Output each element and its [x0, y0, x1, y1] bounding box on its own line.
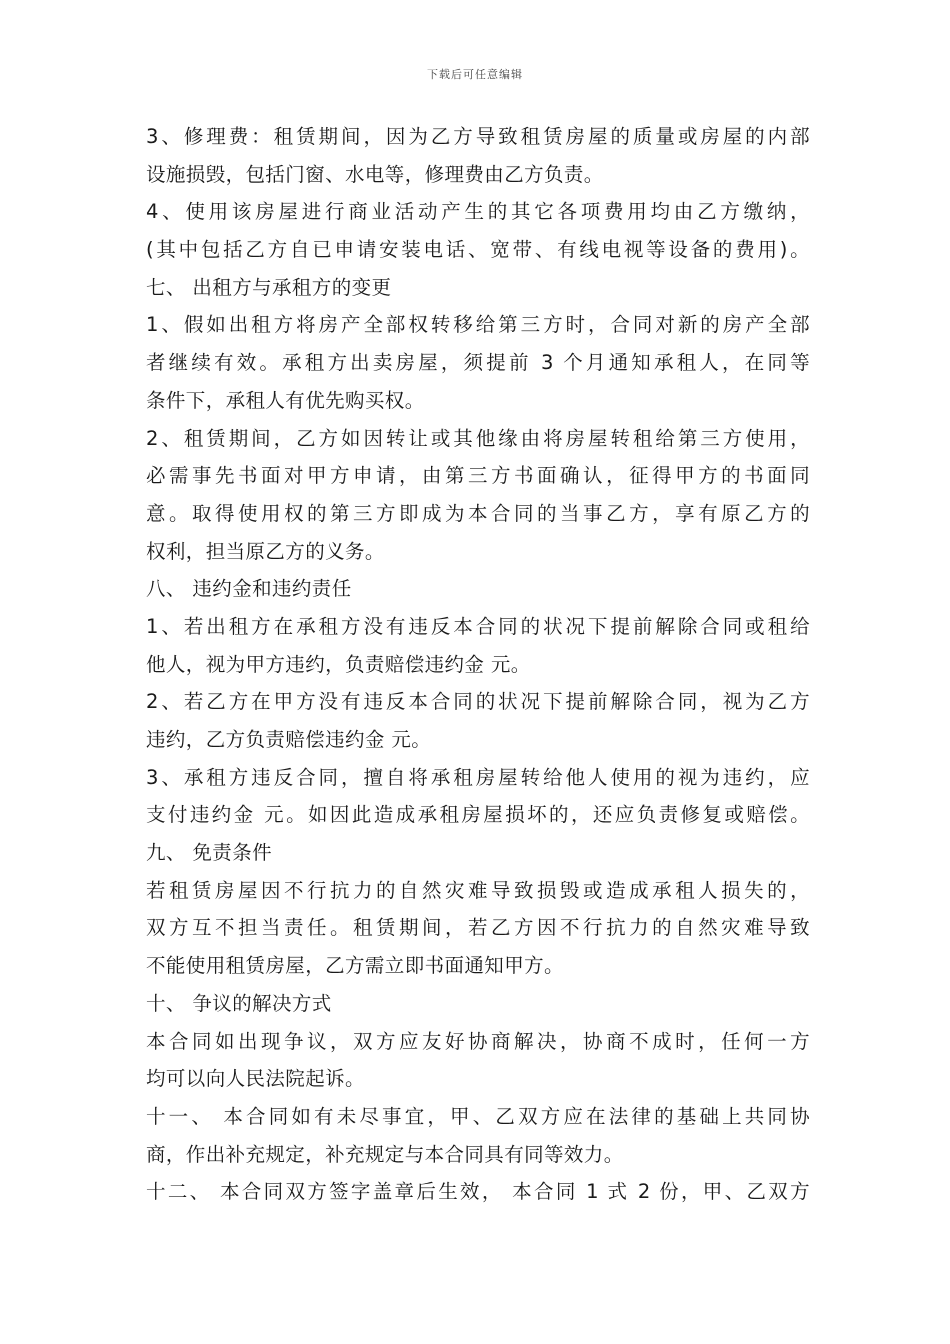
text-line: 权利，担当原乙方的义务。	[146, 539, 385, 563]
text-line: (其中包括乙方自已申请安装电话、宽带、有线电视等设备的费用)。	[146, 238, 810, 262]
text-line: 必需事先书面对甲方申请，由第三方书面确认，征得甲方的书面同	[146, 464, 810, 488]
text-line: 支付违约金 元。如因此造成承租房屋损坏的，还应负责修复或赔偿。	[146, 803, 810, 827]
text-line: 2、租赁期间，乙方如因转让或其他缘由将房屋转租给第三方使用，	[146, 426, 810, 450]
text-line: 者继续有效。承租方出卖房屋，须提前 3 个月通知承租人，在同等	[146, 351, 810, 375]
text-line: 本合同如出现争议，双方应友好协商解决，协商不成时，任何一方	[146, 1029, 810, 1053]
text-line: 条件下，承租人有优先购买权。	[146, 388, 425, 412]
text-line: 八、 违约金和违约责任	[146, 577, 352, 601]
text-line: 1、若出租方在承租方没有违反本合同的状况下提前解除合同或租给	[146, 614, 810, 638]
text-line: 3、承租方违反合同，擅自将承租房屋转给他人使用的视为违约，应	[146, 765, 810, 789]
text-line: 均可以向人民法院起诉。	[146, 1067, 365, 1091]
text-line: 十一、 本合同如有未尽事宜，甲、乙双方应在法律的基础上共同协	[146, 1104, 810, 1128]
text-line: 十二、 本合同双方签字盖章后生效， 本合同 1 式 2 份，甲、乙双方	[146, 1180, 810, 1204]
text-line: 他人，视为甲方违约，负责赔偿违约金 元。	[146, 652, 531, 676]
text-line: 1、假如出租方将房产全部权转移给第三方时，合同对新的房产全部	[146, 313, 810, 337]
text-line: 设施损毁，包括门窗、水电等，修理费由乙方负责。	[146, 162, 604, 186]
text-line: 4、使用该房屋进行商业活动产生的其它各项费用均由乙方缴纳，	[146, 200, 810, 224]
document-body	[146, 118, 810, 1211]
text-line: 十、 争议的解决方式	[146, 991, 332, 1015]
text-line: 不能使用租赁房屋，乙方需立即书面通知甲方。	[146, 954, 564, 978]
page-header: 下载后可任意编辑	[427, 68, 523, 81]
text-line: 2、若乙方在甲方没有违反本合同的状况下提前解除合同，视为乙方	[146, 690, 810, 714]
text-line: 3、修理费：租赁期间，因为乙方导致租赁房屋的质量或房屋的内部	[146, 125, 810, 148]
text-line: 若租赁房屋因不行抗力的自然灾难导致损毁或造成承租人损失的，	[146, 878, 810, 902]
text-line: 商，作出补充规定，补充规定与本合同具有同等效力。	[146, 1142, 624, 1166]
text-line: 双方互不担当责任。租赁期间，若乙方因不行抗力的自然灾难导致	[146, 916, 810, 940]
text-line: 违约，乙方负责赔偿违约金 元。	[146, 728, 432, 751]
text-line: 七、 出租方与承租方的变更	[146, 275, 392, 299]
text-line: 意。取得使用权的第三方即成为本合同的当事乙方，享有原乙方的	[146, 501, 810, 525]
text-line: 九、 免责条件	[146, 841, 272, 865]
